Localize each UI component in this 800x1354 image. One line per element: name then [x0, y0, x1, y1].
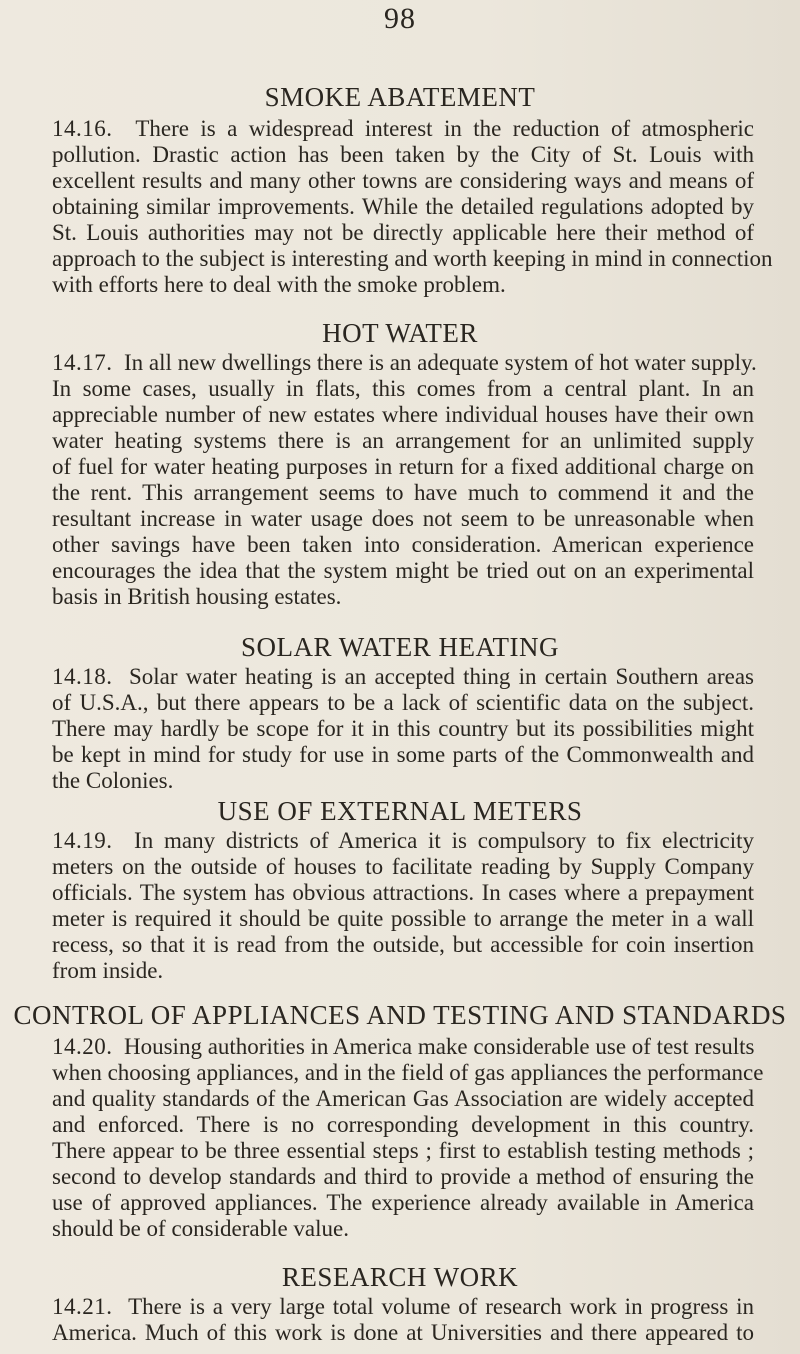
paragraph-line: resultant increase in water usage does not seem to be unreasonable when — [52, 506, 754, 531]
section-heading-smoke-abatement: SMOKE ABATEMENT — [264, 82, 536, 112]
paragraph-line: other savings have been taken into consideration. American experience — [52, 532, 754, 557]
paragraph-14-16 — [52, 116, 773, 298]
paragraph-line: and enforced. There is no corresponding development in this country. — [52, 1112, 754, 1137]
paragraph-line: pollution. Drastic action has been taken by the City of St. Louis with — [52, 142, 754, 167]
line-text: In many districts of America it is compulsory to fix electricity — [134, 828, 754, 853]
paragraph-line: water heating systems there is an arrangement for an unlimited supply — [52, 428, 754, 453]
paragraph-14-21 — [52, 1294, 754, 1346]
paragraph-line: meter is required it should be quite possible to arrange the meter in a wall — [52, 906, 754, 931]
paragraph-14-17 — [52, 350, 757, 610]
paragraph-line: from inside. — [52, 958, 164, 983]
paragraph-14-18 — [52, 664, 754, 794]
section-heading-use-of-external-meters: USE OF EXTERNAL METERS — [217, 796, 583, 826]
paragraph-line: the rent. This arrangement seems to have much to commend it and the — [52, 480, 754, 505]
paragraph-line: with efforts here to deal with the smoke problem. — [52, 272, 506, 297]
paragraph-line: of fuel for water heating purposes in return for a fixed additional charge on — [52, 454, 754, 479]
paragraph-line: obtaining similar improvements. While the detailed regulations adopted by — [52, 194, 754, 219]
paragraph-line: second to develop standards and third to provide a method of ensuring the — [52, 1164, 754, 1189]
paragraph-line: use of approved appliances. The experience already available in America — [52, 1190, 754, 1215]
paragraph-line: There may hardly be scope for it in this country but its possibilities might — [52, 716, 754, 741]
paragraph-number: 14.19. — [52, 828, 113, 853]
paragraph-line: and quality standards of the American Gas Association are widely accepted — [52, 1086, 754, 1111]
paragraph-number: 14.18. — [52, 664, 113, 689]
paragraph-line: of U.S.A., but there appears to be a lack of scientific data on the subject. — [52, 690, 754, 715]
paragraph-14-20 — [52, 1034, 764, 1242]
paragraph-line: meters on the outside of houses to facilitate reading by Supply Company — [52, 854, 754, 879]
paragraph-line: the Colonies. — [52, 768, 174, 793]
line-text: Solar water heating is an accepted thing in certain Southern areas — [128, 664, 755, 689]
paragraph-line: approach to the subject is interesting and worth keeping in mind in connection — [52, 246, 773, 271]
paragraph-line: There appear to be three essential steps ; first to establish testing methods ; — [52, 1138, 754, 1163]
section-heading-research-work: RESEARCH WORK — [281, 1262, 519, 1292]
paragraph-line: should be of considerable value. — [52, 1216, 349, 1241]
paragraph-number: 14.17. — [52, 350, 113, 375]
paragraph-line — [52, 116, 754, 142]
paragraph-line: officials. The system has obvious attractions. In cases where a prepayment — [52, 880, 754, 905]
paragraph-number: 14.16. — [52, 116, 113, 141]
line-text: There is a very large total volume of research work in progress in — [128, 1294, 755, 1319]
paragraph-line — [52, 350, 757, 376]
section-heading-hot-water: HOT WATER — [322, 318, 478, 348]
section-heading-control-of-appliances: CONTROL OF APPLIANCES AND TESTING AND STANDARDS — [13, 1000, 787, 1030]
line-text: There is a widespread interest in the reduction of atmospheric — [135, 116, 754, 141]
section-heading-solar-water-heating: SOLAR WATER HEATING — [241, 632, 559, 662]
paragraph-line: America. Much of this work is done at Universities and there appeared to — [52, 1320, 754, 1345]
paragraph-line — [52, 1034, 754, 1060]
paragraph-line: basis in British housing estates. — [52, 584, 342, 609]
paragraph-line: In some cases, usually in flats, this comes from a central plant. In an — [52, 376, 754, 401]
paragraph-14-19 — [52, 828, 754, 984]
paragraph-line: be kept in mind for study for use in some parts of the Commonwealth and — [52, 742, 754, 767]
paragraph-number: 14.20. — [52, 1034, 113, 1059]
line-text: In all new dwellings there is an adequate system of hot water supply. — [124, 350, 757, 375]
paragraph-line: encourages the idea that the system might be tried out on an experimental — [52, 558, 754, 583]
line-text: Housing authorities in America make considerable use of test results — [124, 1034, 755, 1059]
paragraph-line: excellent results and many other towns are considering ways and means of — [52, 168, 754, 193]
paragraph-line — [52, 828, 754, 854]
paragraph-line: recess, so that it is read from the outside, but accessible for coin insertion — [52, 932, 754, 957]
paragraph-number: 14.21. — [52, 1294, 113, 1319]
paragraph-line: when choosing appliances, and in the field of gas appliances the performance — [52, 1060, 764, 1085]
paragraph-line — [52, 1294, 754, 1320]
paragraph-line: appreciable number of new estates where individual houses have their own — [52, 402, 754, 427]
paragraph-line — [52, 664, 754, 690]
paragraph-line: St. Louis authorities may not be directly applicable here their method of — [52, 220, 754, 245]
page-number: 98 — [384, 2, 416, 35]
